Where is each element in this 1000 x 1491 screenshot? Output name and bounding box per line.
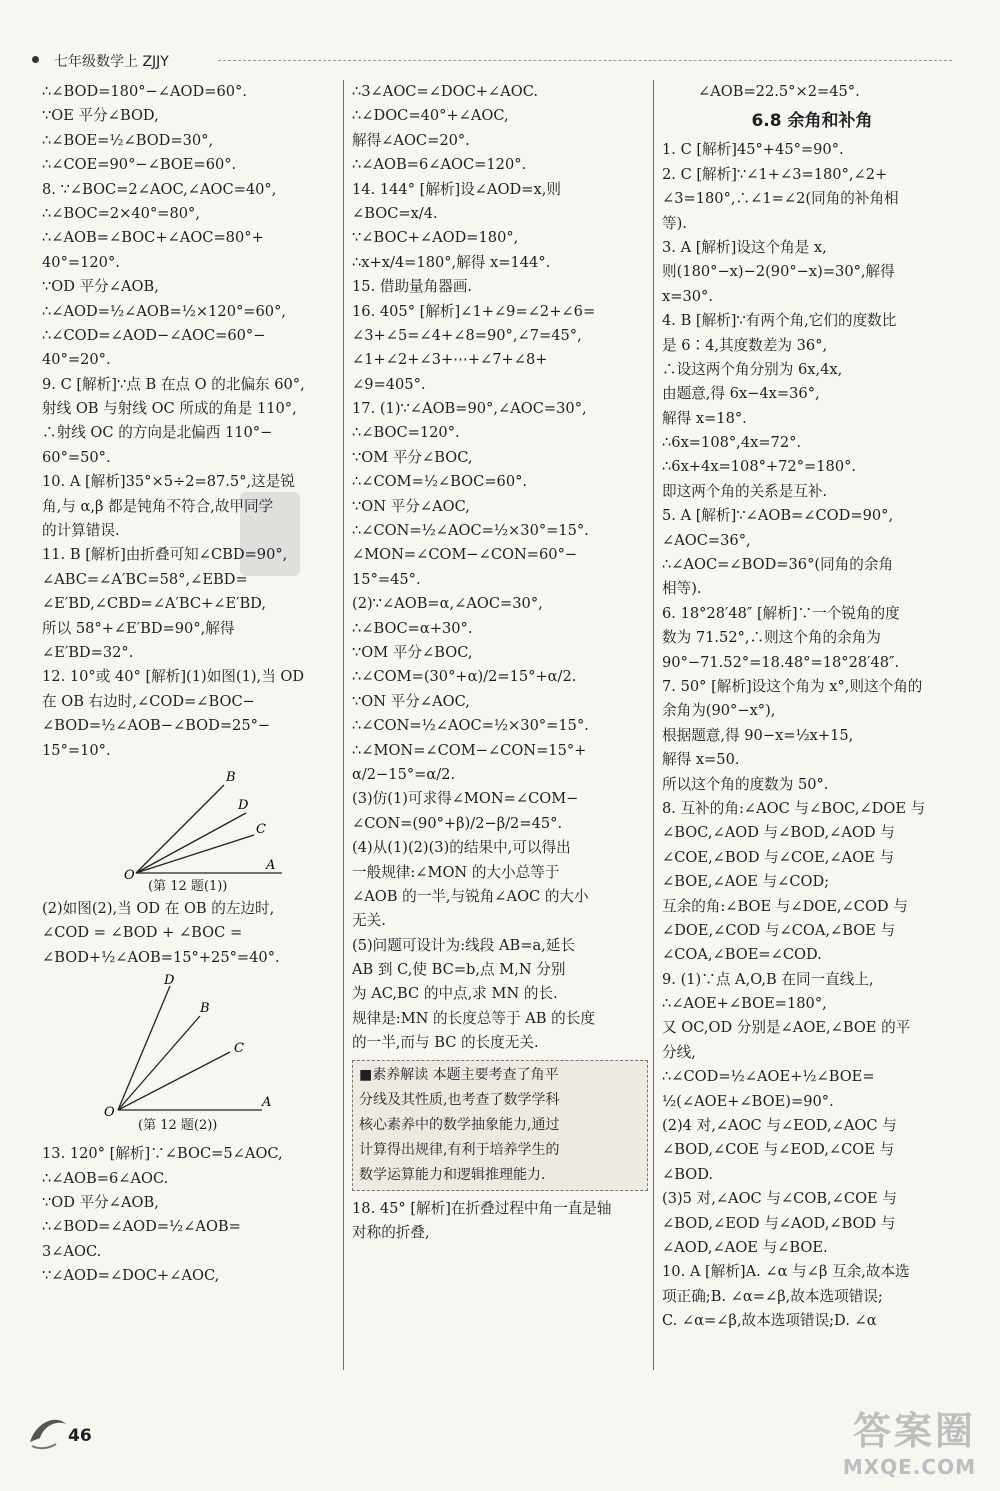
answer-line: ∠COD = ∠BOD + ∠BOC = (42, 924, 243, 942)
answer-text-block (42, 897, 338, 970)
answer-line: ∵OM 平分∠BOC, (352, 643, 473, 661)
answer-line: 等). (662, 214, 687, 232)
answer-line: ∴∠BOD=∠AOD=½∠AOB= (42, 1218, 241, 1236)
answer-line: AB 到 C,使 BC=b,点 M,N 分别 (352, 961, 566, 979)
answer-line: 8. ∵∠BOC=2∠AOC,∠AOC=40°, (42, 180, 277, 198)
column-1 (42, 80, 338, 1288)
answer-line: 16. 405° [解析]∠1+∠9=∠2+∠6= (352, 302, 596, 320)
answer-line: 一般规律:∠MON 的大小总等于 (352, 863, 560, 881)
label-O: O (104, 1105, 115, 1121)
answer-line: ∵OD 平分∠AOB, (42, 1193, 159, 1211)
answer-line: ∠CON=(90°+β)/2−β/2=45°. (352, 814, 563, 832)
answer-line: ∠9=405°. (352, 375, 426, 393)
answer-line: 3∠AOC. (42, 1242, 102, 1260)
answer-line: 60°=50°. (42, 448, 111, 466)
label-C: C (234, 1041, 244, 1057)
answer-line: ∴∠AOC=∠BOD=36°(同角的余角 (662, 556, 894, 574)
label-A: A (266, 857, 276, 873)
answer-line: 40°=120°. (42, 253, 120, 271)
answer-line: (2)∵∠AOB=α,∠AOC=30°, (352, 595, 543, 613)
header-rule (218, 60, 952, 61)
answer-line: ∴∠AOB=6∠AOC=120°. (352, 156, 527, 174)
answer-line: 4. B [解析]∵有两个角,它们的度数比 (662, 312, 897, 330)
label-D: D (238, 797, 249, 813)
bullet-icon (32, 56, 39, 63)
answer-line: (3)5 对,∠AOC 与∠COB,∠COE 与 (662, 1190, 897, 1208)
answer-line: ∠BOD,∠COE 与∠EOD,∠COE 与 (662, 1141, 895, 1159)
answer-line: ∠E′BD,∠CBD=∠A′BC+∠E′BD, (42, 595, 266, 613)
answer-line: ∴∠CON=½∠AOC=½×30°=15°. (352, 522, 589, 540)
answer-line: 由题意,得 6x−4x=36°, (662, 385, 820, 403)
answer-line: 15. 借助量角器画. (352, 278, 473, 296)
label-B: B (226, 769, 236, 785)
answer-line: 射线 OB 与射线 OC 所成的角是 110°, (42, 400, 297, 418)
literacy-note-box (352, 1060, 648, 1191)
answer-line: ∠BOD,∠EOD 与∠AOD,∠BOD 与 (662, 1214, 896, 1232)
answer-line: 1. C [解析]45°+45°=90°. (662, 141, 844, 159)
answer-line: 解得 x=50. (662, 751, 740, 769)
label-B: B (200, 1001, 210, 1017)
answer-line: ∴∠DOC=40°+∠AOC, (352, 107, 509, 125)
answer-line: 解得 x=18°. (662, 409, 747, 427)
answer-line: 8. 互补的角:∠AOC 与∠BOC,∠DOE 与 (662, 799, 926, 817)
answer-line: (3)仿(1)可求得∠MON=∠COM− (352, 790, 579, 808)
answer-line: ∴∠AOD=½∠AOB=½×120°=60°, (42, 302, 287, 320)
answer-line: ∠BOD=½∠AOB−∠BOD=25°− (42, 717, 271, 735)
answer-line: 相等). (662, 580, 702, 598)
answer-line: ∠3+∠5=∠4+∠8=90°,∠7=45°, (352, 326, 582, 344)
answer-line: 又 OC,OD 分别是∠AOE,∠BOE 的平 (662, 1019, 911, 1037)
answer-line: ∠BOD. (662, 1165, 714, 1183)
answer-line: ∴∠BOC=2×40°=80°, (42, 204, 200, 222)
answer-line: ∴∠COD=½∠AOE+½∠BOE= (662, 1068, 875, 1086)
answer-line: 9. C [解析]∵点 B 在点 O 的北偏东 60°, (42, 375, 305, 393)
figure-caption: (第 12 题(1)) (148, 878, 228, 894)
answer-line: ∴3∠AOC=∠DOC+∠AOC. (352, 83, 538, 100)
column-divider (653, 80, 654, 1370)
watermark-line-1: 答案圈 (852, 1409, 976, 1453)
answer-line: ∵OD 平分∠AOB, (42, 278, 159, 296)
label-C: C (256, 821, 266, 837)
answer-line: ∴射线 OC 的方向是北偏西 110°− (42, 424, 273, 442)
answer-line: ∴∠COM=½∠BOC=60°. (352, 473, 528, 491)
answer-line: 角,与 α,β 都是钝角不符合,故甲同学 (42, 497, 274, 515)
answer-line: ∴6x+4x=108°+72°=180°. (662, 458, 857, 476)
answer-line: ∵∠AOD=∠DOC+∠AOC, (42, 1267, 220, 1285)
answer-line: ∠AOB=22.5°×2=45°. (698, 83, 860, 100)
answer-line: ∴∠COD=∠AOD−∠AOC=60°− (42, 326, 266, 344)
answer-line: ■素养解读 本题主要考查了角平 (359, 1066, 559, 1083)
answer-line: 所以 58°+∠E′BD=90°,解得 (42, 619, 235, 637)
answer-line: 10. A [解析]A. ∠α 与∠β 互余,故本选 (662, 1263, 910, 1281)
answer-line: 6. 18°28′48″ [解析]∵一个锐角的度 (662, 604, 900, 622)
answer-line: ½(∠AOE+∠BOE)=90°. (662, 1092, 834, 1110)
answer-line: ∴∠CON=½∠AOC=½×30°=15°. (352, 717, 589, 735)
answer-line: ∠BOE,∠AOE 与∠COD; (662, 873, 830, 891)
answer-line: 15°=10°. (42, 741, 111, 759)
answer-line: 互余的角:∠BOE 与∠DOE,∠COD 与 (662, 897, 908, 915)
answer-line: 5. A [解析]∵∠AOB=∠COD=90°, (662, 507, 894, 525)
answer-line: ∵ON 平分∠AOC, (352, 692, 470, 710)
answer-line: ∴x+x/4=180°,解得 x=144°. (352, 253, 551, 271)
answer-line: ∴∠BOC=120°. (352, 424, 460, 442)
answer-line: (2)如图(2),当 OD 在 OB 的左边时, (42, 899, 275, 917)
answer-line: 是 6∶4,其度数差为 36°, (662, 336, 828, 354)
dolphin-logo-icon (26, 1408, 70, 1452)
answer-line: 的计算错误. (42, 522, 120, 540)
column-2 (352, 80, 648, 1245)
label-O: O (124, 867, 135, 883)
answer-line: 7. 50° [解析]设这个角为 x°,则这个角的 (662, 677, 923, 695)
page-number: 46 (68, 1426, 92, 1446)
answer-line: 40°=20°. (42, 351, 111, 369)
answer-line: 解得∠AOC=20°. (352, 131, 470, 149)
answer-line: α/2−15°=α/2. (352, 765, 456, 783)
answer-line: ∠BOC=x/4. (352, 204, 438, 222)
answer-line: 项正确;B. ∠α=∠β,故本选项错误; (662, 1287, 883, 1305)
answer-line: 13. 120° [解析]∵∠BOC=5∠AOC, (42, 1145, 283, 1163)
answer-line: 则(180°−x)−2(90°−x)=30°,解得 (662, 263, 895, 281)
answer-line: (2)4 对,∠AOC 与∠EOD,∠AOC 与 (662, 1117, 897, 1135)
answer-line: C. ∠α=∠β,故本选项错误;D. ∠α (662, 1312, 877, 1330)
answer-line: 11. B [解析]由折叠可知∠CBD=90°, (42, 546, 288, 564)
answer-line: ∠AOC=36°, (662, 531, 751, 549)
answer-line: 余角为(90°−x°), (662, 702, 776, 720)
answer-line: 为 AC,BC 的中点,求 MN 的长. (352, 985, 558, 1003)
answer-line: 9. (1)∵点 A,O,B 在同一直线上, (662, 970, 874, 988)
section-heading: 6.8 余角和补角 (751, 111, 873, 132)
answer-line: ∴∠BOD=180°−∠AOD=60°. (42, 83, 247, 100)
answer-line: 即这两个角的关系是互补. (662, 482, 828, 500)
answer-line: ∠1+∠2+∠3+⋯+∠7+∠8+ (352, 351, 548, 369)
answer-line: ∠BOC,∠AOD 与∠BOD,∠AOD 与 (662, 824, 895, 842)
answer-line: 计算得出规律,有利于培养学生的 (359, 1141, 560, 1158)
answer-line: ∴∠AOE+∠BOE=180°, (662, 995, 827, 1013)
answer-line: 所以这个角的度数为 50°. (662, 775, 829, 793)
answer-line: 分线, (662, 1043, 696, 1061)
answer-line: ∴∠AOB=∠BOC+∠AOC=80°+ (42, 229, 264, 247)
angle-diagram-2 (42, 972, 338, 1132)
answer-line: ∠E′BD=32°. (42, 643, 134, 661)
angle-diagram-1 (42, 763, 338, 893)
answer-line: ∠MON=∠COM−∠CON=60°− (352, 546, 578, 564)
answer-line: 15°=45°. (352, 570, 421, 588)
answer-line: (5)问题可设计为:线段 AB=a,延长 (352, 936, 575, 954)
figure-12-2 (42, 972, 338, 1132)
answer-line: ∠AOD,∠AOE 与∠BOE. (662, 1238, 828, 1256)
column-3 (662, 80, 962, 1334)
answer-line: ∴6x=108°,4x=72°. (662, 434, 802, 452)
answer-line: 的一半,而与 BC 的长度无关. (352, 1034, 539, 1052)
answer-line: 规律是:MN 的长度总等于 AB 的长度 (352, 1009, 595, 1027)
answer-line: 12. 10°或 40° [解析](1)如图(1),当 OD (42, 668, 305, 686)
answer-line: ∴∠COE=90°−∠BOE=60°. (42, 156, 237, 174)
answer-line: ∵∠BOC+∠AOD=180°, (352, 229, 519, 247)
watermark (843, 1400, 976, 1479)
answer-line: 10. A [解析]35°×5÷2=87.5°,这是锐 (42, 473, 295, 491)
answer-line: ∵OM 平分∠BOC, (352, 448, 473, 466)
answer-line: ∵ON 平分∠AOC, (352, 497, 470, 515)
answer-text-block (352, 1197, 648, 1246)
answer-text-block (662, 138, 962, 1333)
answer-line: ∠BOD+½∠AOB=15°+25°=40°. (42, 948, 280, 966)
answer-line: ∠COA,∠BOE=∠COD. (662, 946, 822, 964)
answer-line: ∴∠COM=(30°+α)/2=15°+α/2. (352, 668, 577, 686)
label-A: A (262, 1095, 272, 1111)
answer-line: 数学运算能力和逻辑推理能力. (359, 1166, 546, 1183)
answer-line: 在 OB 右边时,∠COD=∠BOC− (42, 692, 255, 710)
header-title: 七年级数学上 ZJJY (54, 54, 169, 70)
answer-line: ∴设这两个角分别为 6x,4x, (662, 360, 843, 378)
answer-line: 18. 45° [解析]在折叠过程中角一直是轴 (352, 1199, 612, 1217)
answer-line: ∴∠AOB=6∠AOC. (42, 1169, 169, 1187)
answer-line: x=30°. (662, 287, 713, 305)
answer-line: ∠DOE,∠COD 与∠COA,∠BOE 与 (662, 921, 896, 939)
answer-line: 14. 144° [解析]设∠AOD=x,则 (352, 180, 561, 198)
figure-12-1 (42, 763, 338, 893)
answer-line: 90°−71.52°=18.48°=18°28′48″. (662, 653, 900, 671)
column-divider (343, 80, 344, 1370)
answer-line: 对称的折叠, (352, 1224, 430, 1242)
answer-text-block (42, 1142, 338, 1288)
answer-line: 分线及其性质,也考查了数学学科 (359, 1091, 560, 1108)
answer-line: 3. A [解析]设这个角是 x, (662, 238, 827, 256)
answer-line: 核心素养中的数学抽象能力,通过 (359, 1116, 560, 1133)
answer-line: 2. C [解析]∵∠1+∠3=180°,∠2+ (662, 165, 888, 183)
answer-line: (4)从(1)(2)(3)的结果中,可以得出 (352, 839, 571, 857)
answer-line: 17. (1)∵∠AOB=90°,∠AOC=30°, (352, 400, 587, 418)
label-D: D (164, 973, 175, 989)
answer-line: ∠3=180°,∴∠1=∠2(同角的补角相 (662, 190, 899, 208)
answer-text-block (352, 80, 648, 1056)
answer-line: ∠COE,∠BOD 与∠COE,∠AOE 与 (662, 848, 895, 866)
watermark-line-2: MXQE.COM (842, 1455, 976, 1479)
answer-line: 根据题意,得 90−x=½x+15, (662, 726, 854, 744)
answer-line: ∴∠BOC=α+30°. (352, 619, 473, 637)
figure-caption: (第 12 题(2)) (138, 1118, 218, 1134)
answer-line: ∠ABC=∠A′BC=58°,∠EBD= (42, 570, 248, 588)
answer-line: 无关. (352, 912, 386, 930)
answer-line: ∵OE 平分∠BOD, (42, 107, 159, 125)
answer-line: 数为 71.52°,∴则这个角的余角为 (662, 629, 881, 647)
page-header (22, 50, 962, 72)
answer-text-block (42, 80, 338, 763)
answer-line: ∴∠BOE=½∠BOD=30°, (42, 131, 214, 149)
answer-line: ∴∠MON=∠COM−∠CON=15°+ (352, 741, 587, 759)
answer-line: ∠AOB 的一半,与锐角∠AOC 的大小 (352, 887, 589, 905)
